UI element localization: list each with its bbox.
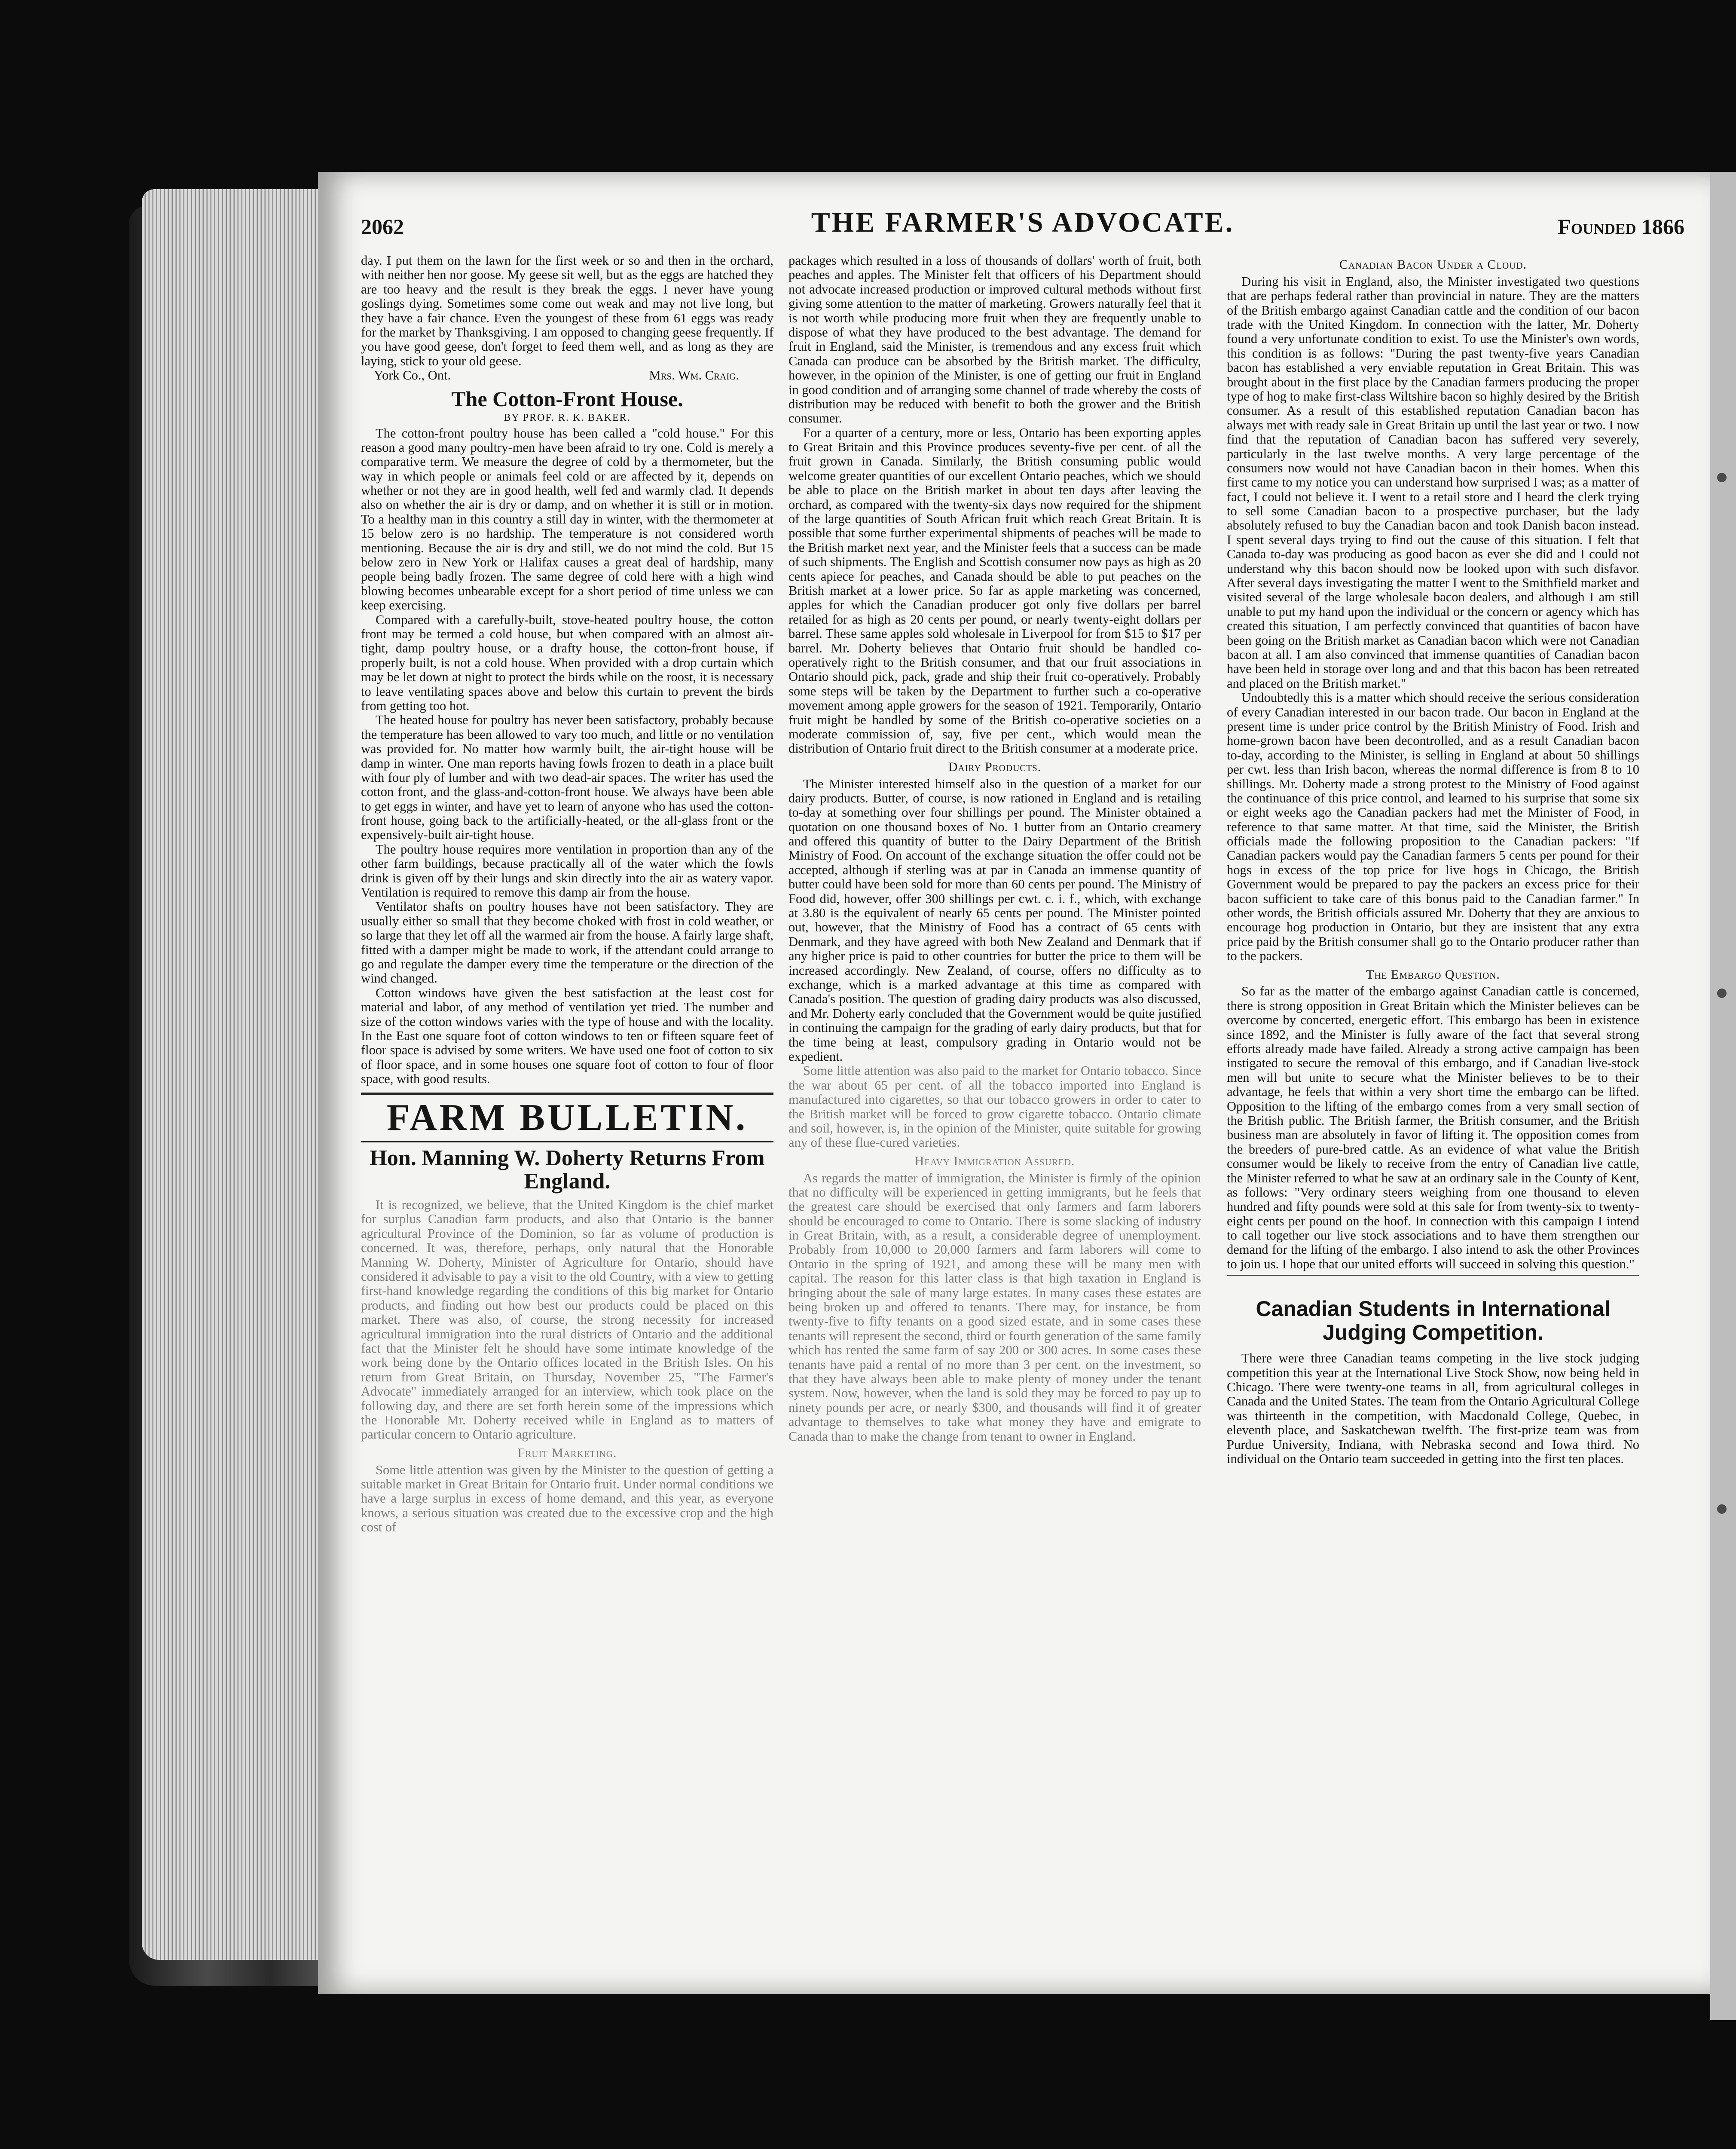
- paragraph: The Minister interested himself also in the question of a market for our dairy products. Butter, of course, is now rationed in England and is retailing to-day at something over four shillings per pound. The Minister obtained a quotation on one thousand boxes of No. 1 butter from an Ontario creamery and offered this quantity of butter to the Dairy Department of the British Ministry of Food. On account of the exchange situation the offer could not be accepted, although if sterling was at par in Canada an immense quantity of butter could have been sold for more than 60 cents per pound. The Ministry of Food did, however, offer 300 shillings per cwt. c. i. f., which, with exchange at 3.80 is the equivalent of nearly 65 cents per pound. The Minister pointed out, however, that the Ministry of Food has a contract of 65 cents with Denmark, and they have agreed with both New Zealand and Denmark that if any higher price is paid to other countries for butter the price to them will be increased accordingly. New Zealand, of course, offers no difficulty as to exchange, which is a marked advantage at this time as compared with Canada's position. The question of grading dairy products was also discussed, and Mr. Doherty early concluded that the Government would be quite justified in continuing the campaign for the grading of early dairy products, but that for the time being at least, compulsory grading in Ontario would not be expedient.: [789, 776, 1201, 1064]
- subhead: The Embargo Question.: [1366, 967, 1500, 982]
- signature-line: [361, 368, 773, 383]
- running-head: [361, 206, 1684, 245]
- divider: [1227, 1275, 1639, 1276]
- paragraph: Ventilator shafts on poultry houses have not been satisfactory. They are usually either so small that they become choked with frost in cold weather, or so large that they let off all the warmed air from the house. A fairly large shaft, fitted with a damper might be made to work, if the attendant could arrange to go and regulate the damper every time the temperature or the direction of the wind changed.: [361, 899, 773, 986]
- signature-place: York Co., Ont.: [374, 368, 451, 383]
- article-title: The Cotton-Front House.: [451, 386, 683, 411]
- paragraph: There were three Canadian teams competing in the live stock judging competition this year at the International Live Stock Show, now being held in Chicago. There were twenty-one teams in all, from agricultural colleges in Canada and the United States. The team from the Ontario Agricultural College was thirteenth in the competition, with Macdonald College, Quebec, in eleventh place, and Saskatchewan twelfth. The first-prize team was from Purdue University, Indiana, with Nebraska second and Iowa third. No individual on the Ontario team succeeded in getting into the first ten places.: [1227, 1351, 1639, 1466]
- headline: Canadian Students in International Judging Competition.: [1256, 1297, 1611, 1345]
- founded-note: Founded 1866: [1558, 214, 1684, 239]
- page-edges: [142, 189, 322, 1960]
- facing-page-mark: [1717, 473, 1727, 482]
- subhead: Canadian Bacon Under a Cloud.: [1339, 257, 1527, 272]
- paragraph: The heated house for poultry has never been satisfactory, probably because the temperature has been allowed to vary too much, and little or no ventilation was provided for. No matter how warmly built, the air-tight house will be damp in winter. One man reports having fowls frozen to death in a place built with four ply of lumber and with two dead-air spaces. The writer has used the cotton front, and the glass-and-cotton-front house. We always have been able to get eggs in winter, and have yet to learn of anyone who has used the cotton-front house, going back to the artificially-heated, or the all-glass front or the expensively-built air-tight house.: [361, 713, 773, 842]
- paragraph: It is recognized, we believe, that the United Kingdom is the chief market for surplus Canadian farm products, and also that Ontario is the banner agricultural Province of the Dominion, so far as volume of production is concerned. It was, therefore, perhaps, only natural that the Honorable Manning W. Doherty, Minister of Agriculture for Ontario, should have considered it advisable to pay a visit to the old Country, with a view to getting first-hand knowledge regarding the conditions of this big market for Ontario products, and finding out how best our products could be placed on this market. There was also, of course, the strong necessity for increased agricultural immigration into the rural districts of Ontario and the additional fact that the Minister felt he should have some intimate knowledge of the work being done by the Ontario offices located in the British Isles. On his return from Great Britain, on Thursday, November 25, "The Farmer's Advocate" immediately arranged for an interview, which took place on the following day, and there are set forth herein some of the impressions which the Honorable Mr. Doherty received while in England as to matters of particular concern to Ontario agriculture.: [361, 1197, 773, 1442]
- signature-author: Mrs. Wm. Craig.: [649, 368, 739, 383]
- paragraph: packages which resulted in a loss of thousands of dollars' worth of fruit, both peaches and apples. The Minister felt that officers of his Department should not advocate increased production or improved cultural methods without first giving some attention to the matter of marketing. Growers naturally feel that it is not worth while producing more fruit when they are frequently unable to dispose of what they have produced to the best advantage. The demand for fruit in England, said the Minister, is tremendous and any excess fruit which Canada can produce can be absorbed by the British market. The difficulty, however, in the opinion of the Minister, is one of getting our fruit in England in good condition and of arranging some channel of trade whereby the costs of distribution may be reduced with benefit to both the grower and the British consumer.: [789, 253, 1201, 426]
- paragraph: The cotton-front poultry house has been called a "cold house." For this reason a good many poultry-men have been afraid to try one. Cold is merely a comparative term. We measure the degree of cold by a thermometer, but the way in which people or animals feel cold or are affected by it, depends on whether or not they are in good health, well fed and warmly clad. It depends also on whether the air is dry or damp, and on whether it is still or in motion. To a healthy man in this country a still day in winter, with the thermometer at 15 below zero is no hardship. The temperature is not considered worth mentioning. Because the air is dry and still, we do not mind the cold. But 15 below zero in New York or Halifax causes a great deal of hardship, many people being badly frozen. The same degree of cold here with a high wind blowing becomes unbearable except for a short period of time unless we can keep exercising.: [361, 426, 773, 613]
- paragraph: During his visit in England, also, the Minister investigated two questions that are perhaps federal rather than provincial in nature. They are the matters of the British embargo against Canadian cattle and the condition of our bacon trade with the United Kingdom. In connection with the latter, Mr. Doherty found a very unfortunate condition to exist. To use the Minister's own words, this condition is as follows: "During the past twenty-five years Canadian bacon has established a very enviable reputation in Great Britain. This was brought about in the first place by the Canadian farmers producing the proper type of hog to make first-class Wiltshire bacon so highly desired by the British consumer. As a result of this established reputation Canadian bacon has always met with ready sale in Great Britain up until the last year or two. I now find that the reputation of Canadian bacon has suffered very severely, particularly in the last twelve months. A very large percentage of the consumers now would not have Canadian bacon in their homes. When this first came to my notice you can understand how surprised I was; as a matter of fact, I could not believe it. I went to a retail store and I heard the clerk trying to sell some Canadian bacon to a prospective purchaser, but the lady absolutely refused to buy the Canadian bacon and took Danish bacon instead. I spent several days trying to find out the cause of this situation. I felt that Canada to-day was producing as good bacon as ever she did and I could not understand why this bacon should now be looked upon with such disfavor. After several days investigating the matter I went to the Smithfield market and visited several of the large wholesale bacon dealers, and although I am still unable to put my hand upon the individual or the concern or agency which has created this situation, I am perfectly convinced that quantities of bacon have been going on the British market as Canadian bacon which were not Canadian bacon at all. I am also convinced that immense quantities of Canadian bacon have been held in storage over long and and that this bacon has been retreated and placed on the British market.": [1227, 274, 1639, 691]
- magazine-page: [318, 172, 1710, 1994]
- page-number: 2062: [361, 214, 404, 239]
- paragraph: Cotton windows have given the best satisfaction at the least cost for material and labor, of any method of ventilation yet tried. The number and size of the cotton windows varies with the type of house and with the locality. In the East one square foot of cotton windows to ten or fifteen square feet of floor space is advised by some writers. We have used one foot of cotton to six of floor space, and in some houses one square foot of cotton to four of floor space, with good results.: [361, 985, 773, 1087]
- facing-page-mark: [1717, 1504, 1727, 1514]
- subhead: Fruit Marketing.: [517, 1445, 617, 1460]
- byline: BY PROF. R. K. BAKER.: [504, 412, 631, 424]
- paragraph: Compared with a carefully-built, stove-heated poultry house, the cotton front may be termed a cold house, but when compared with an almost air-tight, damp poultry house, or a drafty house, the cotton-front house, if properly built, is not a cold house. When provided with a drop curtain which may be let down at night to protect the birds while on the roost, it is necessary to leave ventilating spaces above and below this curtain to prevent the birds from getting too hot.: [361, 612, 773, 713]
- section-banner: FARM BULLETIN.: [361, 1093, 773, 1142]
- paragraph: The poultry house requires more ventilation in proportion than any of the other farm buildings, because practically all of the water which the fowls drink is given off by their lungs and skin directly into the air as watery vapor. Ventilation is required to remove this damp air from the house.: [361, 842, 773, 900]
- column-1: [361, 254, 773, 1534]
- facing-page-mark: [1717, 989, 1727, 998]
- facing-page-edge: [1710, 172, 1736, 2020]
- paragraph: Some little attention was also paid to the market for Ontario tobacco. Since the war about 65 per cent. of all the tobacco imported into England is manufactured into cigarettes, so that our tobacco growers in order to cater to the British market will be forced to grow cigarette tobacco. Ontario climate and soil, however, is, in the opinion of the Minister, quite suitable for growing any of these flue-cured varieties.: [789, 1063, 1201, 1150]
- paragraph: day. I put them on the lawn for the first week or so and then in the orchard, with neither hen nor goose. My geese sit well, but as the eggs are hatched they are too heavy and the result is they break the eggs. I never have young goslings dying. Sometimes some come out weak and may not live long, but they have a fair chance. Even the youngest of these from 61 eggs was ready for the market by Thanksgiving. I am opposed to changing geese frequently. If you have good geese, don't forget to feed them well, and as long as they are laying, stick to your old geese.: [361, 253, 773, 368]
- paragraph: As regards the matter of immigration, the Minister is firmly of the opinion that no difficulty will be experienced in getting immigrants, but he feels that the greatest care should be exercised that only farmers and farm laborers should be encouraged to come to Ontario. There is some slacking of industry in Great Britain, with, as a result, a considerable degree of unemployment. Probably from 10,000 to 20,000 farmers and farm laborers will come to Ontario in the spring of 1921, and among these will be many men with capital. The reason for this latter class is that high taxation in England is bringing about the sale of many large estates. In many cases these estates are being broken up and offered to tenants. There may, for instance, be from twenty-five to fifty tenants on a good sized estate, and in some cases these tenants will represent the second, third or fourth generation of the same family which has rented the same farm of say 200 or 300 acres. In some cases these tenants have paid a rental of no more than 3 per cent. on the investment, so that they have always been able to make plenty of money under the tenant system. Now, however, when the land is sold they may be forced to pay up to ninety pounds per acre, or nearly $300, and thousands will find it of greater advantage to themselves to take what money they have and emigrate to Canada than to make the change from tenant to owner in England.: [789, 1170, 1201, 1444]
- column-2: [789, 254, 1201, 1444]
- paragraph: So far as the matter of the embargo against Canadian cattle is concerned, there is strong opposition in Great Britain which the Minister believes can be overcome by concerted, energetic effort. This embargo has been in existence since 1892, and the Minister is fully aware of the fact that several strong efforts already made have failed. Already a strong active campaign has been instigated to secure the removal of this embargo, and if Canadian live-stock men will but unite to secure what the Minister believes to be to their advantage, he feels that within a very short time the embargo can be lifted. Opposition to the lifting of the embargo comes from a very small section of the British public. The British farmer, the British consumer, and the British business man are absolutely in favor of lifting it. The opposition comes from the breeders of pure-bred cattle. As an evidence of what value the British consumer would be likely to receive from the entry of Canadian live cattle, the Minister referred to what he saw at an ordinary sale in the County of Kent, as follows: "Very ordinary steers weighing from one thousand to eleven hundred and fifty pounds were sold at this sale for from twenty-six to twenty-eight cents per pound on the hoof. In connection with this campaign I intend to call together our live stock associations and to have them strengthen our demand for the lifting of the embargo. I also intend to ask the other Provinces to join us. I hope that our united efforts will succeed in solving this question.": [1227, 984, 1639, 1271]
- paragraph: Undoubtedly this is a matter which should receive the serious consideration of every Canadian interested in our bacon trade. Our bacon in England at the present time is under price control by the British Ministry of Food. Irish and home-grown bacon have been decontrolled, and as a result Canadian bacon to-day, according to the Minister, is selling in England at about 50 shillings per cwt. less than Irish bacon, whereas the normal difference is from 8 to 10 shillings. Mr. Doherty made a strong protest to the Ministry of Food against the continuance of this price control, and learned to his surprise that some six or eight weeks ago the Canadian packers had met the Minister of Food, in reference to that same matter. At that time, said the Minister, the British officials made the following proposition to the Canadian packers: "If Canadian packers would pay the Canadian farmers 5 cents per pound for their hogs in excess of the top price for live hogs in Chicago, the British Government would be prepared to pay the packers an excess price for their bacon sufficient to take care of this bonus paid to the Canadian farmer." In other words, the British officials assured Mr. Doherty that they are anxious to encourage hog production in Ontario, but they are insistent that any extra price paid by the British consumer shall go to the Ontario producer rather than to the packers.: [1227, 690, 1639, 964]
- paragraph: Some little attention was given by the Minister to the question of getting a suitable market in Great Britain for Ontario fruit. Under normal conditions we have a large surplus in excess of home demand, and this year, as everyone knows, a serious situation was created due to the excessive crop and the high cost of: [361, 1462, 773, 1535]
- paragraph: For a quarter of a century, more or less, Ontario has been exporting apples to Great Britain and this Province produces seventy-five per cent. of all the fruit grown in Canada. Similarly, the British consuming public would welcome greater quantities of our excellent Ontario peaches, which we should be able to place on the British market in about ten days after leaving the orchard, as compared with the twenty-six days now required for the shipment of the large quantities of South African fruit which reach Great Britain. It is possible that some further experimental shipments of peaches will be made to the British market next year, and the Minister feels that a success can be made of such shipments. The English and Scottish consumer now pays as high as 20 cents apiece for peaches, and Canada should be able to put peaches on the British market at a lower price. So far as apple marketing was concerned, apples for which the Canadian producer got only five dollars per barrel retailed for as high as 20 cents per pound, or nearly twenty-eight dollars per barrel. These same apples sold wholesale in Liverpool for from $15 to $17 per barrel. Mr. Doherty believes that Ontario fruit should be handled co-operatively right to the British consumer, and that our fruit associations in Ontario should pick, pack, grade and ship their fruit co-operatively. Probably some steps will be taken by the Department to further such a co-operative movement among apple growers for the season of 1921. Temporarily, Ontario fruit might be handled by some of the British co-operative societies on a moderate commission of, say, five per cent., which would mean the distribution of Ontario fruit direct to the British consumer at a moderate price.: [789, 425, 1201, 756]
- subhead: Dairy Products.: [948, 759, 1042, 774]
- journal-title: THE FARMER'S ADVOCATE.: [811, 207, 1235, 238]
- headline: Hon. Manning W. Doherty Returns From England.: [370, 1145, 765, 1194]
- subhead: Heavy Immigration Assured.: [914, 1154, 1075, 1168]
- column-3: [1227, 254, 1639, 1466]
